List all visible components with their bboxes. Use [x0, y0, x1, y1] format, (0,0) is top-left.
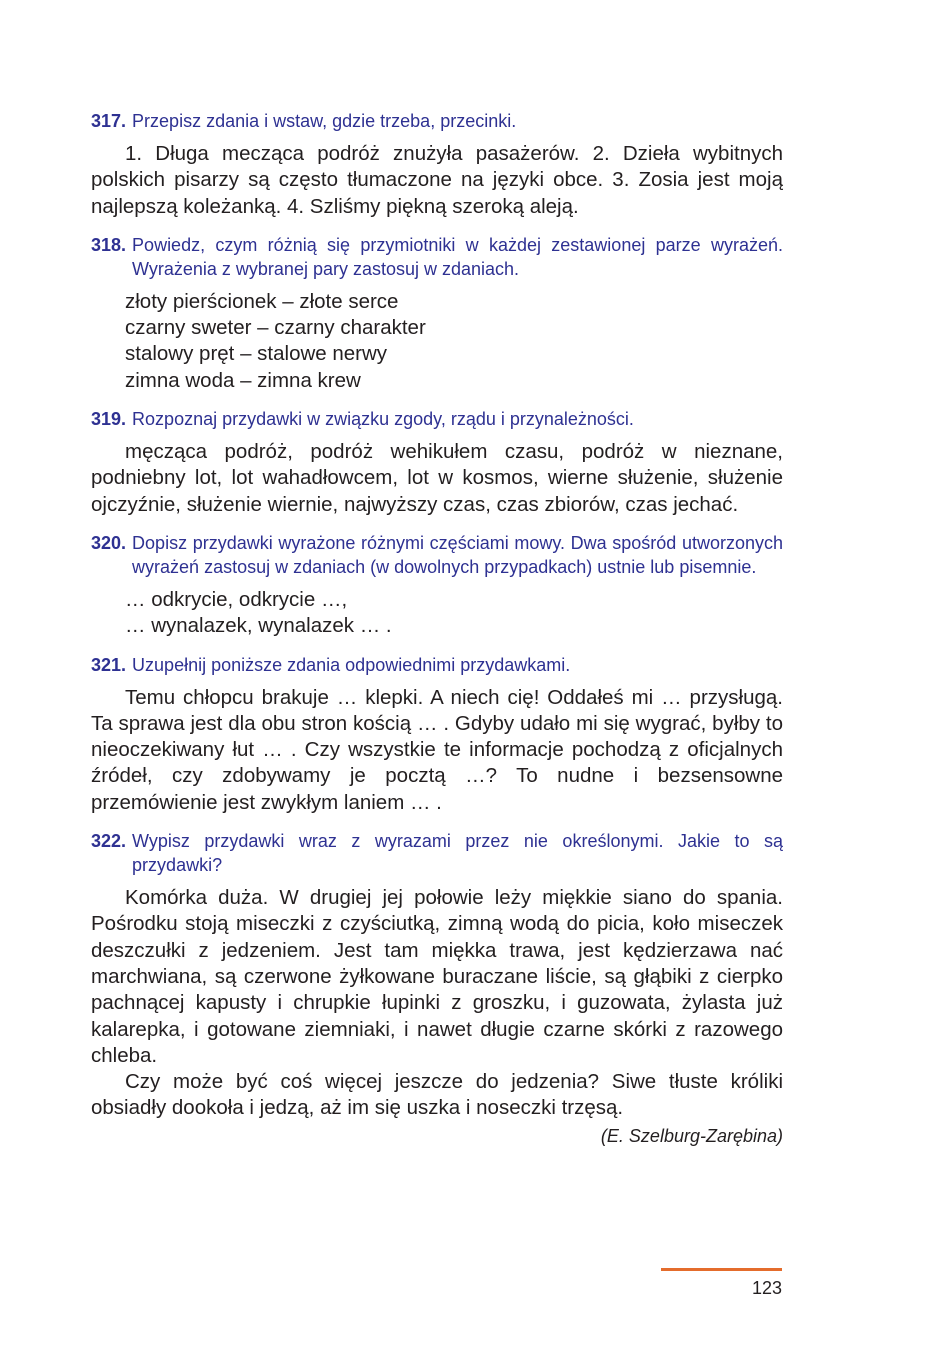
- list-item: … odkrycie, odkrycie …,: [125, 587, 348, 611]
- task-number: 318.: [91, 234, 127, 255]
- task-instruction-text: Przepisz zdania i wstaw, gdzie trzeba, przecinki.: [132, 111, 517, 131]
- page-number: 123: [751, 1278, 782, 1298]
- task-paragraph: Temu chłopcu brakuje … klepki. A niech cię! Oddałeś mi … przysługą. Ta sprawa jest dla obu stron kością … . Gdyby udało mi się wygrać, byłby to nieoczekiwany łut … . Czy wszystkie te informacje pochodzą z oficjalnych źródeł, czy zdobywamy je pocztą …? To nudne i bezsensowne przemówienie jest zwykłym laniem … .: [91, 685, 783, 814]
- task-number: 319.: [91, 409, 127, 430]
- task-instruction-321: [91, 653, 783, 677]
- task-number: 322.: [91, 831, 127, 852]
- page-content: [91, 109, 783, 1148]
- quote-author: (E. Szelburg-Zarębina): [600, 1125, 783, 1146]
- task-paragraph: 1. Długa mecząca podróż znużyła pasażerów. 2. Dzieła wybitnych polskich pisarzy są często tłumaczone na języki obce. 3. Zosia jest moją najlepszą koleżanką. 4. Szliśmy piękną szeroką aleją.: [91, 142, 783, 218]
- task-paragraph: Czy może być coś więcej jeszcze do jedzenia? Siwe tłuste króliki obsiadły dookoła i jedzą, aż im się uszka i noseczki trzęsą.: [91, 1070, 783, 1120]
- list-item: czarny sweter – czarny charakter: [125, 316, 426, 340]
- task-paragraph: Komórka duża. W drugiej jej połowie leży miękkie siano do spania. Pośrodku stoją miseczki z czyściutką, zimną wodą do picia, koło miseczek deszczułki z jedzeniem. Jest tam miękka trawa, jest kędzierzawa nać marchwiana, są czerwone żyłkowane buraczane liście, są głąbiki z cierpko pachnącej kapusty i chrupkie łupinki z groszku, i guzowata, żylasta już kalarepka, i gotowane ziemniaki, i nawet długie czarne skórki z razowego chleba.: [91, 886, 783, 1067]
- task-paragraph: męcząca podróż, podróż wehikułem czasu, podróż w nieznane, podniebny lot, lot wahadłowcem, lot w kosmos, wierne służenie, służenie ojczyźnie, służenie wiernie, najwyższy czas, czas zbiorów, czas jechać.: [91, 440, 783, 516]
- list-item: zimna woda – zimna krew: [125, 368, 361, 392]
- task-instruction-317: [91, 109, 783, 133]
- task-instruction-320: [91, 531, 783, 579]
- task-instruction-318: [91, 233, 783, 281]
- task-instruction-322: [91, 829, 783, 877]
- task-instruction-text: Powiedz, czym różnią się przymiotniki w każdej zestawionej parze wyrażeń. Wyrażenia z wybranej pary zastosuj w zdaniach.: [132, 234, 783, 279]
- gap-fill-list: [91, 587, 783, 640]
- footer-rule: [661, 1268, 782, 1271]
- task-number: 320.: [91, 532, 127, 553]
- list-item: … wynalazek, wynalazek … .: [125, 614, 392, 638]
- task-instruction-text: Uzupełnij poniższe zdania odpowiednimi przydawkami.: [132, 654, 571, 675]
- list-item: złoty pierścionek – złote serce: [125, 289, 399, 313]
- task-instruction-text: Rozpoznaj przydawki w związku zgody, rządu i przynależności.: [132, 409, 634, 430]
- task-instruction-text: Wypisz przydawki wraz z wyrazami przez nie określonymi. Jakie to są przydawki?: [132, 831, 783, 876]
- expression-list: [91, 289, 783, 394]
- task-number: 321.: [91, 654, 127, 675]
- task-instruction-319: [91, 407, 783, 431]
- list-item: stalowy pręt – stalowe nerwy: [125, 342, 388, 366]
- task-number: 317.: [91, 111, 127, 131]
- task-instruction-text: Dopisz przydawki wyrażone różnymi częściami mowy. Dwa spośród utworzonych wyrażeń zastosuj w zdaniach (w dowolnych przypadkach) ustnie lub pisemnie.: [132, 532, 783, 577]
